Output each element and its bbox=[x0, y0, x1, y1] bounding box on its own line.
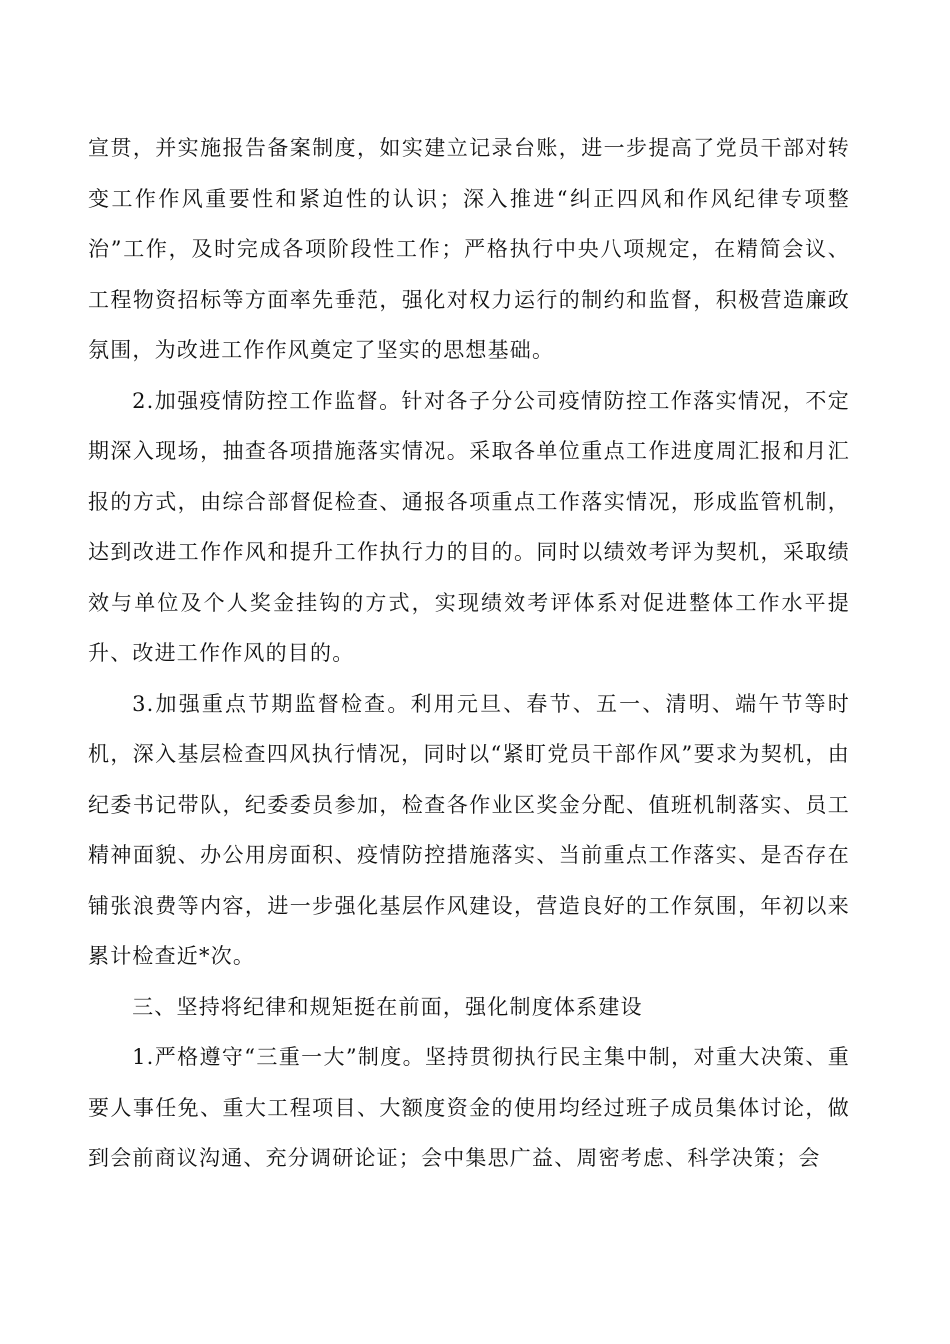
document-body bbox=[88, 123, 850, 1184]
paragraph-item-2: 2.加强疫情防控工作监督。针对各子分公司疫情防控工作落实情况，不定期深入现场，抽查各项措施落实情况。采取各单位重点工作进度周汇报和月汇报的方式，由综合部督促检查、通报各项重点工作落实情况，形成监管机制，达到改进工作作风和提升工作执行力的目的。同时以绩效考评为契机，采取绩效与单位及个人奖金挂钩的方式，实现绩效考评体系对促进整体工作水平提升、改进工作作风的目的。 bbox=[88, 388, 850, 665]
paragraph-item-3: 3.加强重点节期监督检查。利用元旦、春节、五一、清明、端午节等时机，深入基层检查四风执行情况，同时以“紧盯党员干部作风”要求为契机，由纪委书记带队，纪委委员参加，检查各作业区奖金分配、值班机制落实、员工精神面貌、办公用房面积、疫情防控措施落实、当前重点工作落实、是否存在铺张浪费等内容，进一步强化基层作风建设，营造良好的工作氛围，年初以来累计检查近*次。 bbox=[88, 691, 850, 968]
paragraph-continuation: 宣贯，并实施报告备案制度，如实建立记录台账，进一步提高了党员干部对转变工作作风重要性和紧迫性的认识；深入推进“纠正四风和作风纪律专项整治”工作，及时完成各项阶段性工作；严格执行中央八项规定，在精简会议、工程物资招标等方面率先垂范，强化对权力运行的制约和监督，积极营造廉政氛围，为改进工作作风奠定了坚实的思想基础。 bbox=[88, 136, 850, 362]
section-heading-3: 三、坚持将纪律和规矩挺在前面，强化制度体系建设 bbox=[132, 994, 643, 1019]
paragraph-item-1: 1.严格遵守“三重一大”制度。坚持贯彻执行民主集中制，对重大决策、重要人事任免、重大工程项目、大额度资金的使用均经过班子成员集体讨论，做到会前商议沟通、充分调研论证；会中集思广益、周密考虑、科学决策；会 bbox=[88, 1045, 850, 1170]
